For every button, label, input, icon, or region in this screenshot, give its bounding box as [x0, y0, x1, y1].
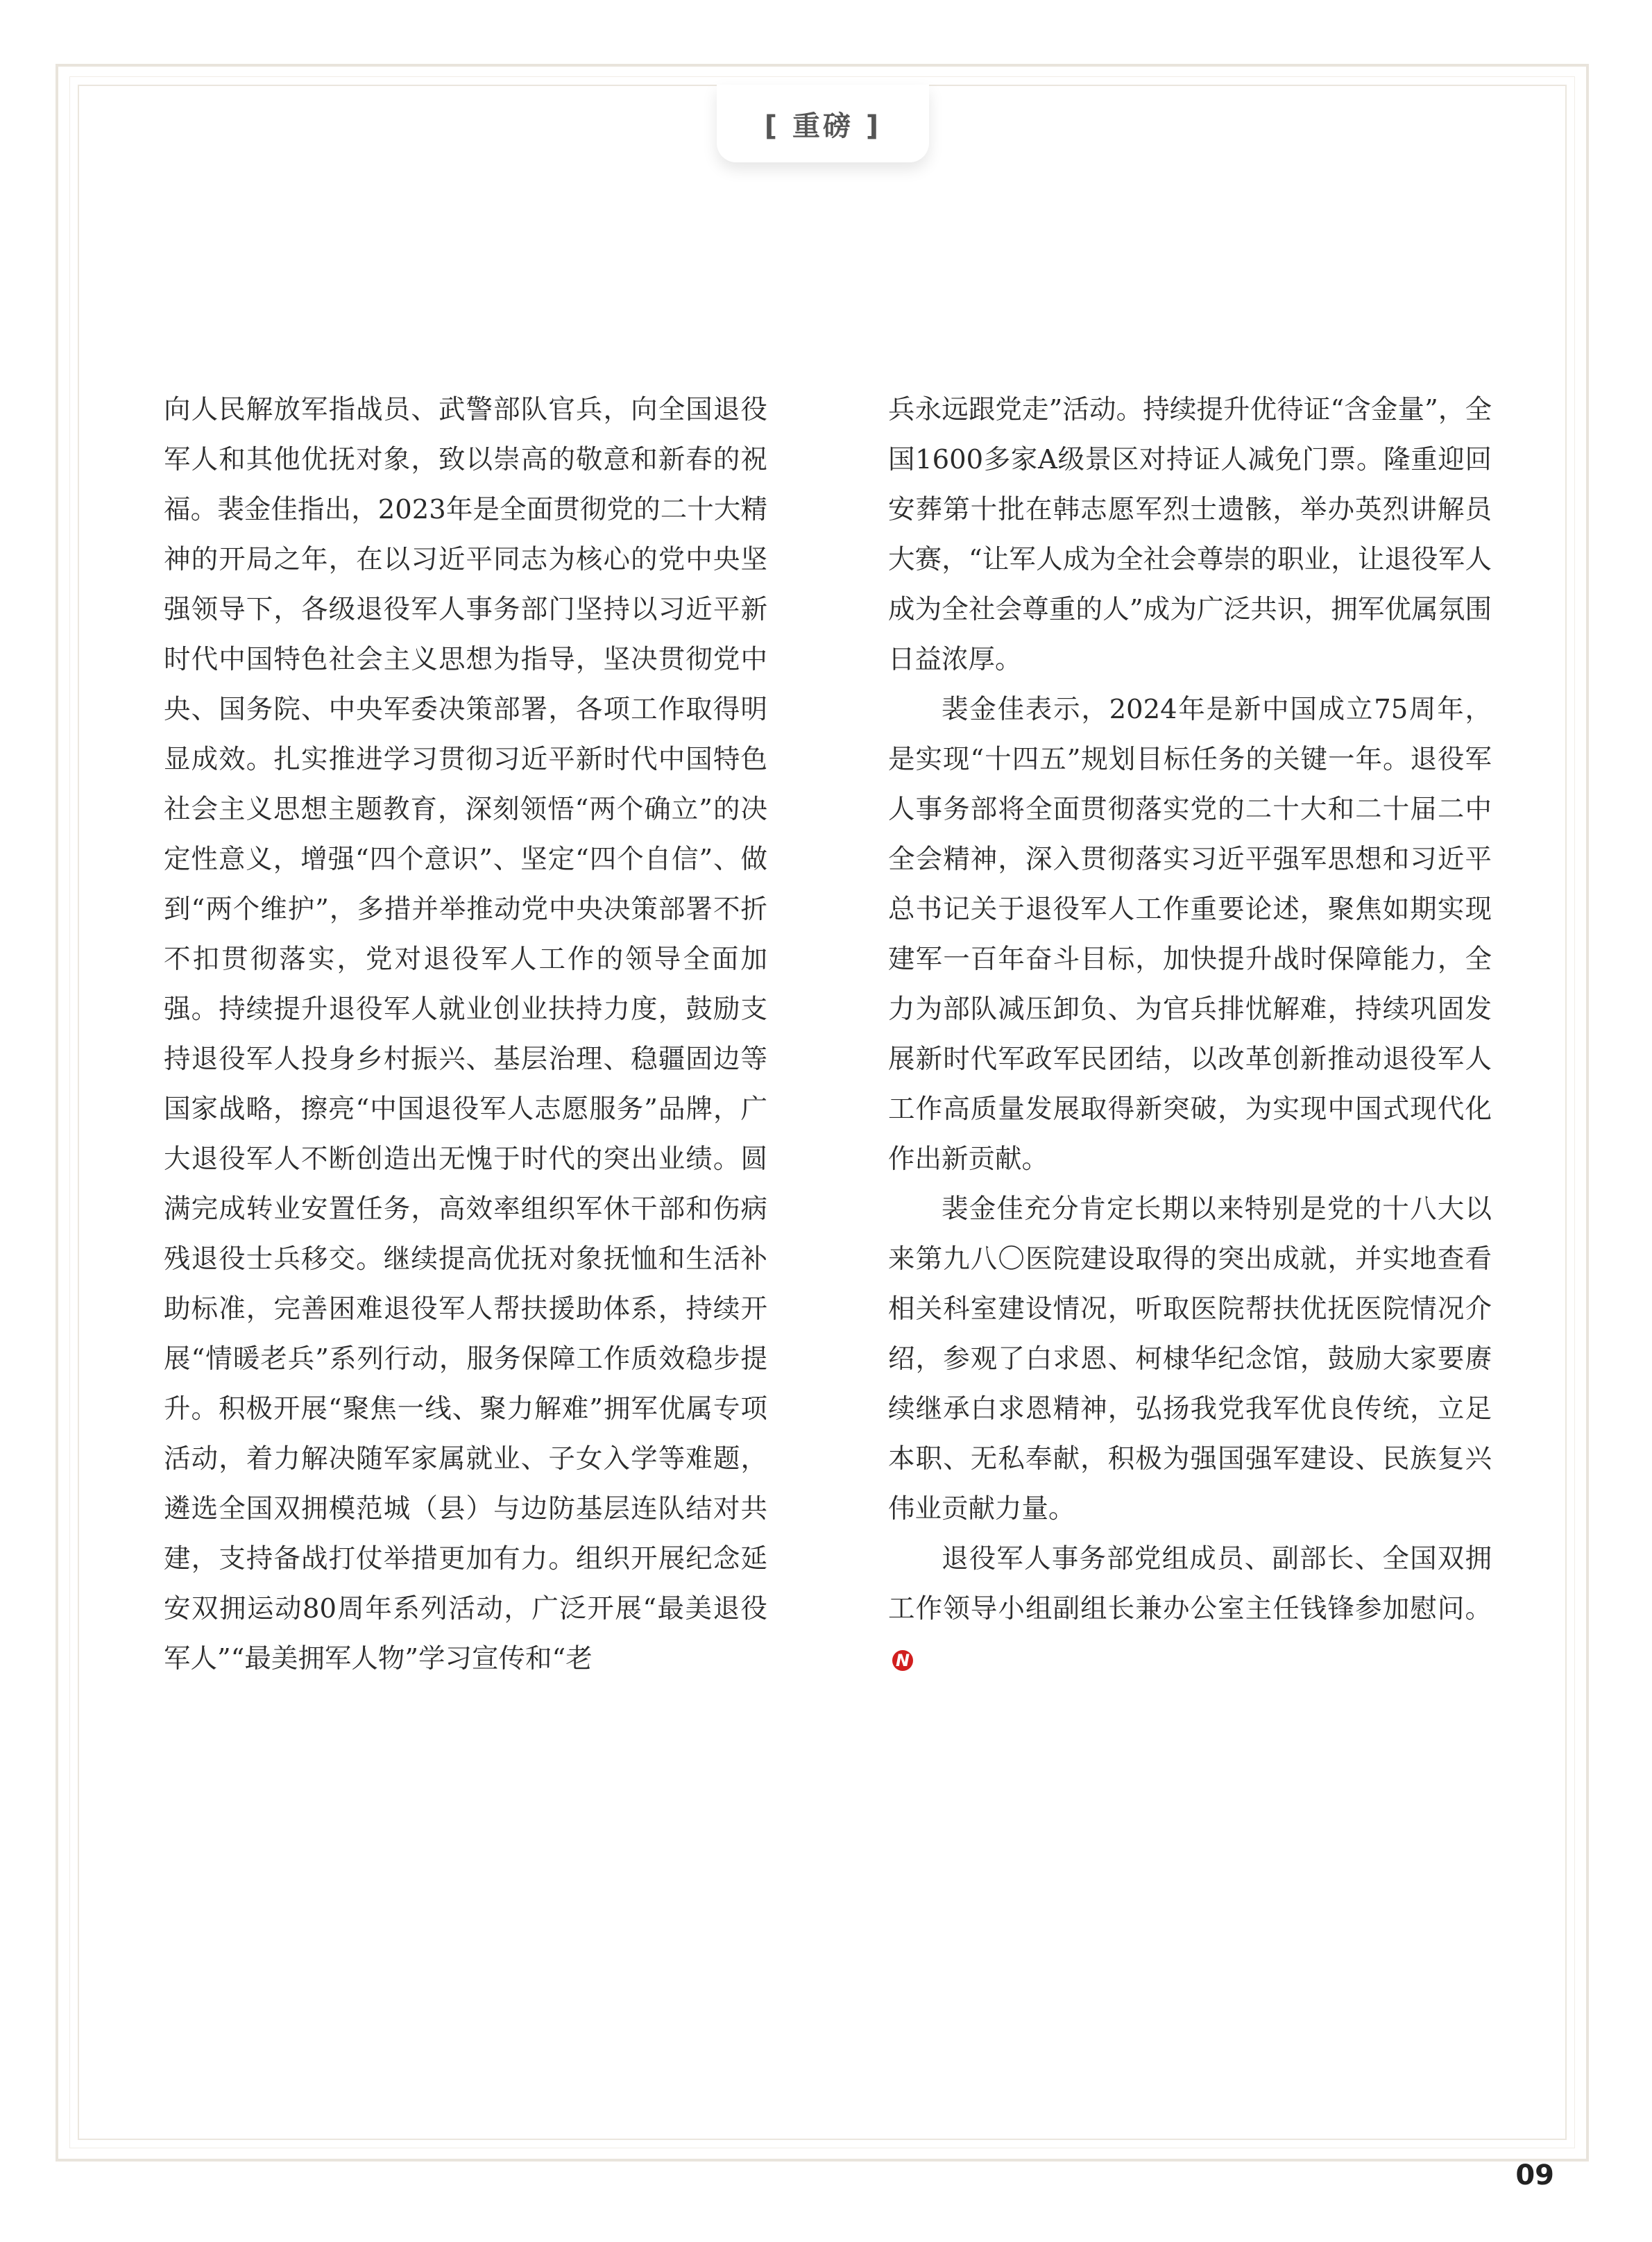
article-column-right — [888, 385, 1492, 1684]
article-paragraph-text: 退役军人事务部党组成员、副部长、全国双拥工作领导小组副组长兼办公室主任钱锋参加慰问。 — [888, 1543, 1492, 1624]
section-label: [ 重磅 ] — [717, 85, 929, 162]
article-paragraph: 向人民解放军指战员、武警部队官兵，向全国退役军人和其他优抚对象，致以崇高的敬意和新春的祝福。裴金佳指出，2023年是全面贯彻党的二十大精神的开局之年，在以习近平同志为核心的党中央坚强领导下，各级退役军人事务部门坚持以习近平新时代中国特色社会主义思想为指导，坚决贯彻党中央、国务院、中央军委决策部署，各项工作取得明显成效。扎实推进学习贯彻习近平新时代中国特色社会主义思想主题教育，深刻领悟“两个确立”的决定性意义，增强“四个意识”、坚定“四个自信”、做到“两个维护”，多措并举推动党中央决策部署不折不扣贯彻落实，党对退役军人工作的领导全面加强。持续提升退役军人就业创业扶持力度，鼓励支持退役军人投身乡村振兴、基层治理、稳疆固边等国家战略，擦亮“中国退役军人志愿服务”品牌，广大退役军人不断创造出无愧于时代的突出业绩。圆满完成转业安置任务，高效率组织军休干部和伤病残退役士兵移交。继续提高优抚对象抚恤和生活补助标准，完善困难退役军人帮扶援助体系，持续开展“情暖老兵”系列行动，服务保障工作质效稳步提升。积极开展“聚焦一线、聚力解难”拥军优属专项活动，着力解决随军家属就业、子女入学等难题，遴选全国双拥模范城（县）与边防基层连队结对共建，支持备战打仗举措更加有力。组织开展纪念延安双拥运动80周年系列活动，广泛开展“最美退役军人”“最美拥军人物”学习宣传和“老 — [164, 394, 767, 1674]
article-column-left — [164, 385, 767, 1684]
article-paragraph: 裴金佳充分肯定长期以来特别是党的十八大以来第九八〇医院建设取得的突出成就，并实地查看相关科室建设情况，听取医院帮扶优抚医院情况介绍，参观了白求恩、柯棣华纪念馆，鼓励大家要赓续继承白求恩精神，弘扬我党我军优良传统，立足本职、无私奉献，积极为强国强军建设、民族复兴伟业贡献力量。 — [888, 1194, 1492, 1525]
article-paragraph: 兵永远跟党走”活动。持续提升优待证“含金量”，全国1600多家A级景区对持证人减免门票。隆重迎回安葬第十批在韩志愿军烈士遗骸，举办英烈讲解员大赛，“让军人成为全社会尊崇的职业，让退役军人成为全社会尊重的人”成为广泛共识，拥军优属氛围日益浓厚。 — [888, 394, 1492, 675]
article-paragraph-final — [888, 1534, 1492, 1684]
article-end-icon: N — [892, 1650, 913, 1671]
article-paragraph: 裴金佳表示，2024年是新中国成立75周年，是实现“十四五”规划目标任务的关键一年。退役军人事务部将全面贯彻落实党的二十大和二十届二中全会精神，深入贯彻落实习近平强军思想和习近平总书记关于退役军人工作重要论述，聚焦如期实现建军一百年奋斗目标，加快提升战时保障能力，全力为部队减压卸负、为官兵排忧解难，持续巩固发展新时代军政军民团结，以改革创新推动退役军人工作高质量发展取得新突破，为实现中国式现代化作出新贡献。 — [888, 694, 1492, 1175]
page-number: 09 — [1515, 2159, 1554, 2191]
